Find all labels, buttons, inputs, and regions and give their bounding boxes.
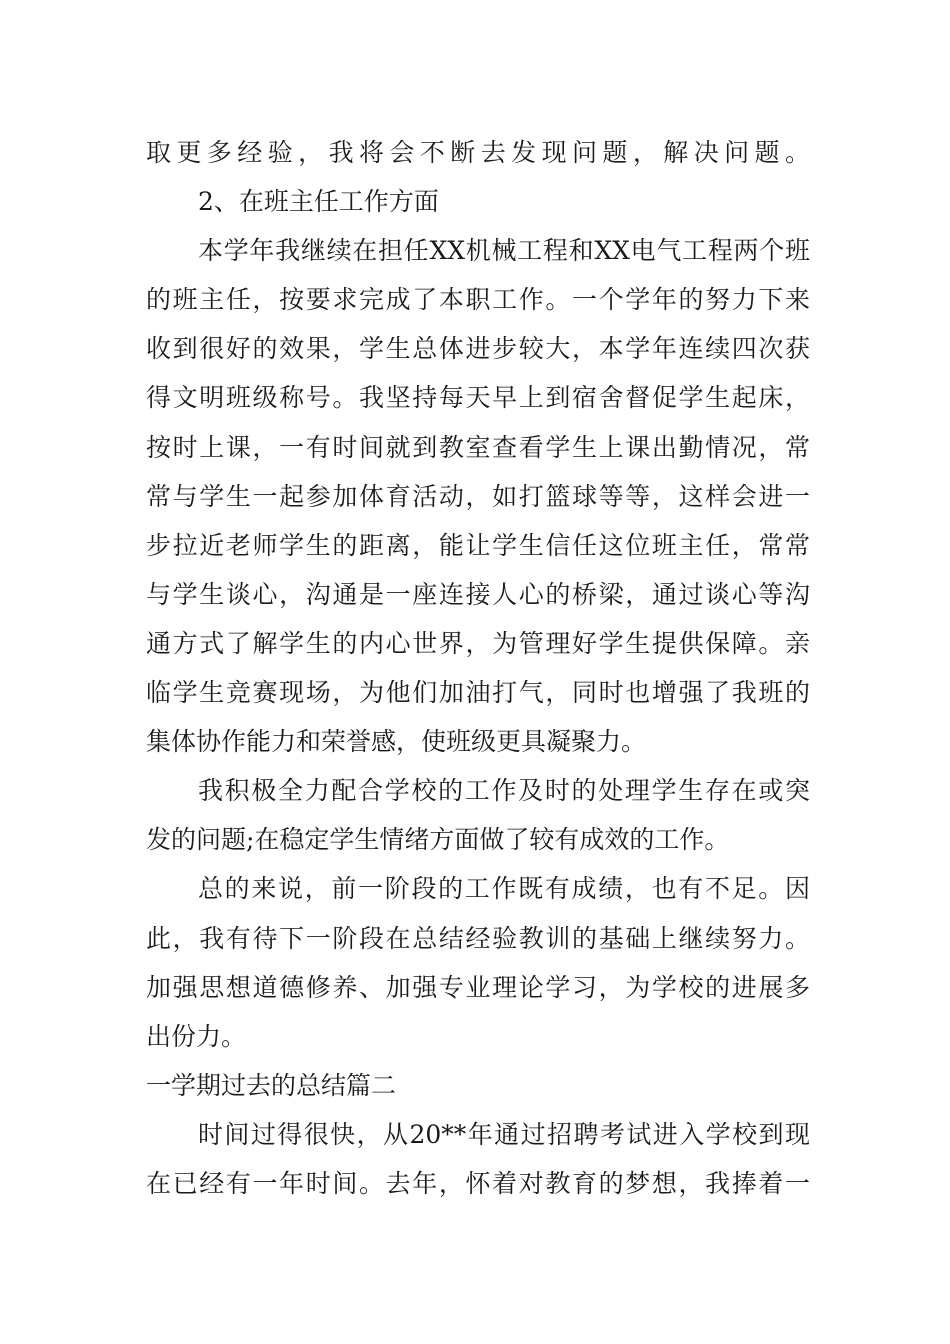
document-body — [146, 128, 810, 1208]
paragraph-line: 集体协作能力和荣誉感，使班级更具凝聚力。 — [146, 727, 647, 757]
paragraph-line: 通方式了解学生的内心世界，为管理好学生提供保障。亲 — [146, 628, 810, 658]
paragraph-line: 临学生竞赛现场，为他们加油打气，同时也增强了我班的 — [146, 678, 810, 708]
paragraph-line: 按时上课，一有时间就到教室查看学生上课出勤情况，常 — [146, 432, 810, 462]
paragraph-line: 的班主任，按要求完成了本职工作。一个学年的努力下来 — [146, 285, 810, 315]
paragraph-line: 总的来说，前一阶段的工作既有成绩，也有不足。因 — [198, 874, 810, 904]
paragraph-line: 本学年我继续在担任XX机械工程和XX电气工程两个班 — [198, 236, 810, 266]
paragraph-line: 与学生谈心，沟通是一座连接人心的桥梁，通过谈心等沟 — [146, 579, 810, 609]
paragraph-line: 得文明班级称号。我坚持每天早上到宿舍督促学生起床， — [146, 383, 810, 413]
paragraph-line: 时间过得很快，从20**年通过招聘考试进入学校到现 — [198, 1119, 810, 1149]
section-heading: 2、在班主任工作方面 — [198, 187, 439, 217]
paragraph-line: 我积极全力配合学校的工作及时的处理学生存在或突 — [198, 776, 810, 806]
paragraph-line: 取更多经验，我将会不断去发现问题，解决问题。 — [146, 138, 810, 167]
paragraph-line: 出份力。 — [146, 1021, 247, 1051]
paragraph-line: 收到很好的效果，学生总体进步较大，本学年连续四次获 — [146, 334, 810, 364]
paragraph-line: 此，我有待下一阶段在总结经验教训的基础上继续努力。 — [146, 923, 810, 953]
section-title: 一学期过去的总结篇二 — [146, 1070, 397, 1100]
paragraph-line: 在已经有一年时间。去年，怀着对教育的梦想，我捧着一 — [146, 1168, 810, 1198]
paragraph-line: 常与学生一起参加体育活动，如打篮球等等，这样会进一 — [146, 481, 810, 511]
paragraph-line: 步拉近老师学生的距离，能让学生信任这位班主任，常常 — [146, 530, 810, 560]
paragraph-line: 发的问题;在稳定学生情绪方面做了较有成效的工作。 — [146, 825, 730, 855]
paragraph-line: 加强思想道德修养、加强专业理论学习，为学校的进展多 — [146, 972, 810, 1002]
